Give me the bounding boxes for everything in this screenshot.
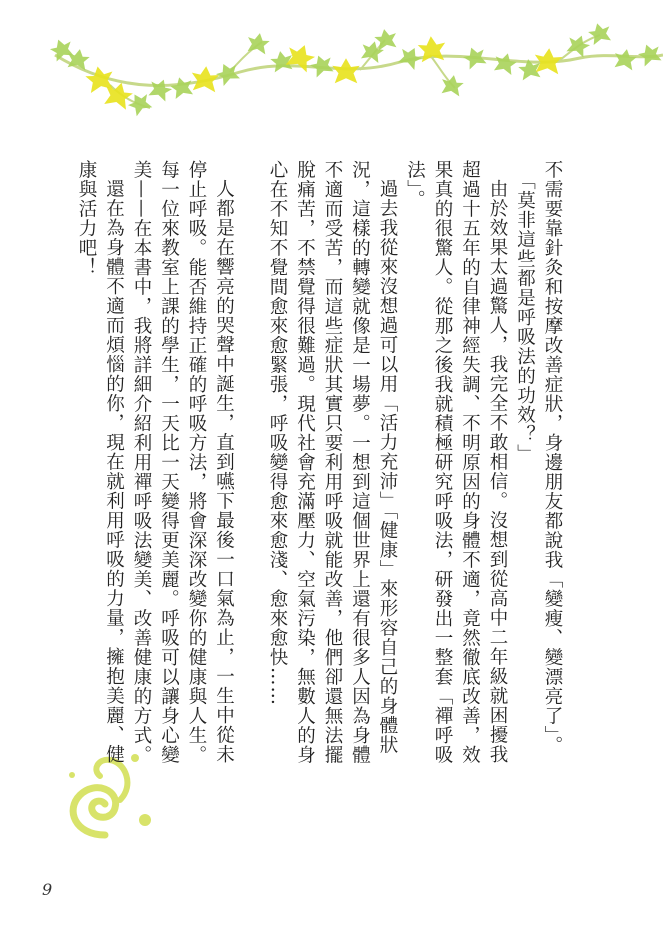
leaf-green-icon	[147, 76, 175, 102]
leaf-yellow-icon	[190, 65, 220, 92]
leaf-green-icon	[440, 73, 465, 97]
leaf-green-icon	[308, 52, 336, 78]
paragraph: 人都是在響亮的哭聲中誕生，直到嚥下最後一口氣為止，一生中從未停止呼吸。能否維持正確的呼吸方法，將會深深改變你的健康與人生。每一位來教室上課的學生，一天比一天變得更美麗。呼吸可以讓身心變美——在本書中，我將詳細介紹利用禪呼吸法變美、改善健康的方式。	[131, 160, 235, 765]
paragraph-spacer	[238, 160, 264, 782]
leaf-green-icon	[636, 41, 663, 67]
leaf-green-icon	[492, 51, 518, 76]
leaf-green-icon	[169, 75, 195, 100]
leaf-green-icon	[613, 47, 638, 71]
paragraph: 不需要靠針灸和按摩改善症狀，身邊朋友都說我「變瘦、變漂亮了」。	[542, 160, 563, 756]
leaf-green-icon	[587, 21, 613, 46]
leaf-green-icon	[373, 27, 398, 51]
paragraph: 過去我從來沒想過可以用「活力充沛」「健康」來形容自己的身體狀況，這樣的轉變就像是一場夢。一想到這個世界上還有很多人因為身體不適而受苦，而這些症狀其實只要利用呼吸就能改善，他們卻還無法擺脫痛苦，不禁覺得很難過。現代社會充滿壓力、空氣污染，無數人的身心在不知不覺間愈來愈緊張，呼吸變得愈來愈淺、愈來愈快……	[267, 160, 398, 765]
paragraph: 還在為身體不適而煩惱的你，現在就利用呼吸的力量，擁抱美麗、健康與活力吧！	[76, 160, 125, 764]
ivy-vine-icon	[0, 0, 663, 140]
paragraph: 由於效果太過驚人，我完全不敢相信。沒想到從高中二年級就困擾我超過十五年的自律神經失調、不明原因的身體不適，竟然徹底改善，效果真的很驚人。從那之後我就積極研究呼吸法，研發出一整套「禪呼吸法」。	[404, 160, 508, 765]
leaf-yellow-icon	[332, 58, 360, 83]
body-text	[73, 160, 567, 782]
paragraph: 「莫非這些都是呼吸法的功效？」	[514, 171, 536, 464]
page-number: 9	[42, 880, 53, 899]
